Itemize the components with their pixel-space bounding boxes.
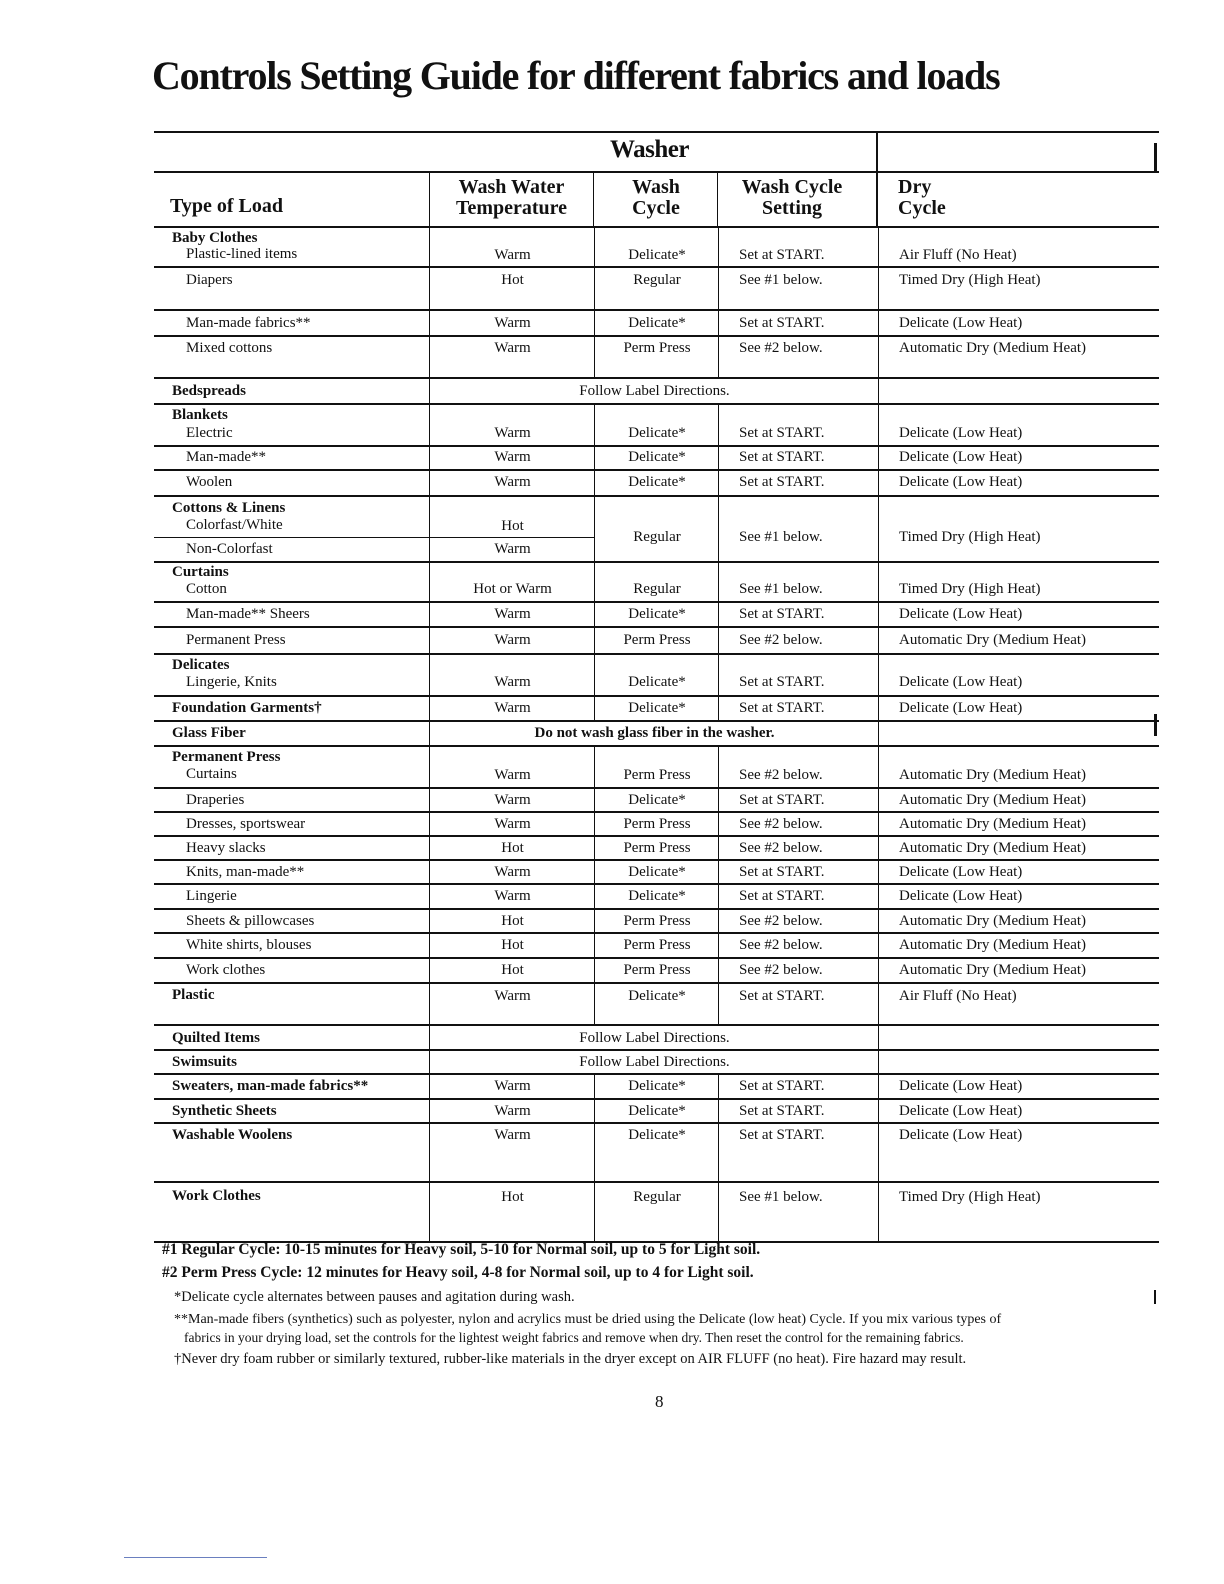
item-label: Permanent Press: [186, 632, 286, 648]
table-row: [154, 337, 1159, 379]
temp-value: Hot: [501, 840, 524, 856]
footnote-regular-cycle: #1 Regular Cycle: 10-15 minutes for Heavy soil, 5-10 for Normal soil, up to 5 for Light soil.: [162, 1241, 761, 1258]
cycle-value: Regular: [633, 1189, 681, 1205]
dry-value: Automatic Dry (Medium Heat): [899, 767, 1087, 783]
footnote-manmade-line2: fabrics in your drying load, set the controls for the lightest weight fabrics and remove when dry. Then reset the control for the remaining fabrics.: [184, 1330, 964, 1345]
scan-edge-mark: [1154, 714, 1157, 736]
setting-value: See #2 below.: [739, 840, 823, 856]
item-label: Plastic-lined items: [186, 246, 298, 262]
setting-value: See #2 below.: [739, 816, 823, 832]
header-line: Wash Water: [458, 176, 565, 198]
setting-value: Set at START.: [739, 864, 825, 880]
category-label: Washable Woolens: [172, 1127, 293, 1143]
header-wash-water-temperature: [429, 177, 594, 219]
dry-value: Automatic Dry (Medium Heat): [899, 937, 1087, 953]
cycle-value: Perm Press: [623, 913, 691, 929]
category-label: Quilted Items: [172, 1030, 260, 1046]
cycle-value: Delicate*: [628, 425, 686, 441]
cycle-value: Delicate*: [628, 988, 686, 1004]
dry-value: Automatic Dry (Medium Heat): [899, 792, 1087, 808]
bottom-rule: [124, 1557, 267, 1558]
temp-value: Warm: [494, 632, 531, 648]
header-dry-cycle: [898, 177, 946, 219]
category-label: Baby Clothes: [172, 230, 258, 246]
category-label: Sweaters, man-made fabrics**: [172, 1078, 369, 1094]
dry-value: Automatic Dry (Medium Heat): [899, 913, 1087, 929]
table-row: [154, 910, 1159, 934]
table-row: [154, 628, 1159, 655]
table-row: [154, 1026, 1159, 1051]
table-row: [154, 447, 1159, 471]
category-label: Glass Fiber: [172, 725, 246, 741]
table-row: [154, 885, 1159, 910]
header-type-of-load: Type of Load: [170, 195, 283, 217]
temp-value: Warm: [494, 247, 531, 263]
dry-value: Delicate (Low Heat): [899, 315, 1023, 331]
setting-value: Set at START.: [739, 606, 825, 622]
dry-value: Timed Dry (High Heat): [899, 581, 1041, 597]
setting-value: Set at START.: [739, 315, 825, 331]
scan-edge-mark: [1154, 143, 1157, 173]
table-row: [154, 697, 1159, 722]
dry-value: Automatic Dry (Medium Heat): [899, 962, 1087, 978]
table-row: [154, 1075, 1159, 1100]
setting-value: Set at START.: [739, 674, 825, 690]
table-row: [154, 984, 1159, 1026]
item-label: Work clothes: [186, 962, 266, 978]
footnote-foam-rubber: †Never dry foam rubber or similarly textured, rubber-like materials in the dryer except on AIR FLUFF (no heat). Fire hazard may result.: [174, 1351, 967, 1367]
span-note: Follow Label Directions.: [429, 1051, 879, 1073]
dry-value: Delicate (Low Heat): [899, 1127, 1023, 1143]
header-line: Wash Cycle: [741, 176, 843, 198]
table-row: [154, 934, 1159, 959]
setting-value: See #1 below.: [739, 272, 823, 288]
dry-value: Delicate (Low Heat): [899, 674, 1023, 690]
table-row: [154, 497, 1159, 563]
temp-value: Warm: [494, 700, 531, 716]
category-label: Foundation Garments†: [172, 700, 322, 716]
table-row: [154, 405, 1159, 447]
dry-value: Automatic Dry (Medium Heat): [899, 632, 1087, 648]
setting-value: See #2 below.: [739, 632, 823, 648]
item-label: Man-made**: [186, 449, 266, 465]
settings-table: [154, 131, 1159, 1243]
column-header-row: [154, 173, 1159, 228]
setting-value: See #1 below.: [739, 529, 823, 545]
table-row: [154, 228, 1159, 268]
temp-value: Warm: [494, 1078, 531, 1094]
header-line: Setting: [762, 197, 822, 219]
table-row: [154, 813, 1159, 837]
temp-value: Warm: [494, 674, 531, 690]
table-row: [154, 603, 1159, 628]
table-row: [154, 471, 1159, 497]
table-row: [154, 789, 1159, 813]
cycle-value: Delicate*: [628, 864, 686, 880]
category-label: Bedspreads: [172, 383, 246, 399]
item-label: Lingerie: [186, 888, 237, 904]
header-line: Dry: [898, 176, 932, 198]
table-row: [154, 1124, 1159, 1183]
temp-value: Warm: [494, 816, 531, 832]
temp-value: Hot: [501, 518, 524, 534]
category-label: Blankets: [172, 407, 228, 423]
dry-value: Automatic Dry (Medium Heat): [899, 816, 1087, 832]
temp-value: Hot: [501, 272, 524, 288]
temp-value: Hot: [501, 913, 524, 929]
category-label: Permanent Press: [172, 749, 281, 765]
cycle-value: Perm Press: [623, 340, 691, 356]
setting-value: Set at START.: [739, 792, 825, 808]
setting-value: Set at START.: [739, 988, 825, 1004]
setting-value: Set at START.: [739, 449, 825, 465]
dry-value: Delicate (Low Heat): [899, 425, 1023, 441]
table-row: [154, 1051, 1159, 1075]
setting-value: See #2 below.: [739, 913, 823, 929]
setting-value: Set at START.: [739, 888, 825, 904]
dry-value: Delicate (Low Heat): [899, 864, 1023, 880]
header-line: Cycle: [632, 197, 680, 219]
table-row: [154, 722, 1159, 747]
group-header-row: [154, 131, 1159, 173]
cycle-value: Perm Press: [623, 632, 691, 648]
cycle-value: Regular: [633, 581, 681, 597]
cycle-value: Delicate*: [628, 606, 686, 622]
setting-value: Set at START.: [739, 474, 825, 490]
page-title: Controls Setting Guide for different fabrics and loads: [152, 53, 1000, 98]
item-label: Lingerie, Knits: [186, 674, 277, 690]
dry-value: Air Fluff (No Heat): [899, 247, 1017, 263]
item-label: Man-made** Sheers: [186, 606, 310, 622]
cycle-value: Delicate*: [628, 474, 686, 490]
span-note: Follow Label Directions.: [429, 1026, 879, 1049]
category-label: Swimsuits: [172, 1054, 238, 1070]
item-label: Man-made fabrics**: [186, 315, 311, 331]
cycle-value: Delicate*: [628, 888, 686, 904]
header-line: Cycle: [898, 197, 946, 219]
temp-value: Warm: [494, 606, 531, 622]
header-wash-cycle: [594, 177, 718, 219]
cycle-value: Delicate*: [628, 700, 686, 716]
item-label: Non-Colorfast: [186, 541, 273, 557]
page-number: 8: [655, 1392, 664, 1411]
setting-value: See #2 below.: [739, 340, 823, 356]
dry-value: Delicate (Low Heat): [899, 606, 1023, 622]
temp-value: Warm: [494, 315, 531, 331]
category-label: Cottons & Linens: [172, 500, 286, 516]
setting-value: Set at START.: [739, 1078, 825, 1094]
washer-group-label: Washer: [610, 136, 689, 163]
temp-value: Warm: [494, 1127, 531, 1143]
temp-value: Warm: [494, 449, 531, 465]
item-label: Draperies: [186, 792, 245, 808]
item-label: Curtains: [186, 766, 237, 782]
scan-edge-mark: [1154, 1290, 1156, 1304]
footnotes: [162, 1238, 1142, 1369]
span-note: Do not wash glass fiber in the washer.: [429, 722, 879, 745]
cycle-value: Delicate*: [628, 674, 686, 690]
temp-value: Warm: [494, 888, 531, 904]
dry-value: Delicate (Low Heat): [899, 888, 1023, 904]
setting-value: See #1 below.: [739, 1189, 823, 1205]
temp-value: Warm: [494, 792, 531, 808]
temp-value: Warm: [494, 541, 531, 557]
setting-value: See #2 below.: [739, 962, 823, 978]
span-note: Follow Label Directions.: [429, 379, 879, 403]
cycle-value: Delicate*: [628, 315, 686, 331]
cycle-value: Delicate*: [628, 792, 686, 808]
category-label: Plastic: [172, 987, 215, 1003]
cycle-value: Delicate*: [628, 1078, 686, 1094]
table-row: [154, 837, 1159, 861]
setting-value: Set at START.: [739, 700, 825, 716]
dry-value: Timed Dry (High Heat): [899, 1189, 1041, 1205]
item-label: Woolen: [186, 474, 233, 490]
temp-value: Warm: [494, 474, 531, 490]
cycle-value: Perm Press: [623, 767, 691, 783]
item-label: Heavy slacks: [186, 840, 266, 856]
category-label: Delicates: [172, 657, 230, 673]
temp-value: Warm: [494, 864, 531, 880]
column-divider: [876, 173, 878, 228]
cycle-value: Perm Press: [623, 962, 691, 978]
header-wash-cycle-setting: [718, 177, 866, 219]
dry-value: Automatic Dry (Medium Heat): [899, 840, 1087, 856]
setting-value: Set at START.: [739, 1127, 825, 1143]
item-label: Colorfast/White: [186, 517, 283, 533]
cycle-value: Delicate*: [628, 1127, 686, 1143]
temp-value: Warm: [494, 1103, 531, 1119]
column-divider: [876, 133, 878, 173]
table-row: [154, 861, 1159, 885]
table-row: [154, 311, 1159, 337]
table-row: [154, 1100, 1159, 1124]
setting-value: See #2 below.: [739, 937, 823, 953]
cycle-value: Perm Press: [623, 937, 691, 953]
header-line: Temperature: [455, 197, 568, 219]
cycle-value: Delicate*: [628, 247, 686, 263]
table-row: [154, 563, 1159, 603]
table-row: [154, 268, 1159, 311]
setting-value: See #1 below.: [739, 581, 823, 597]
temp-value: Warm: [494, 425, 531, 441]
setting-value: Set at START.: [739, 1103, 825, 1119]
temp-value: Warm: [494, 767, 531, 783]
item-label: Sheets & pillowcases: [186, 913, 315, 929]
temp-value: Hot or Warm: [473, 581, 552, 597]
item-label: Diapers: [186, 272, 233, 288]
cycle-value: Perm Press: [623, 840, 691, 856]
category-label: Curtains: [172, 564, 229, 580]
dry-value: Delicate (Low Heat): [899, 474, 1023, 490]
footnote-perm-press-cycle: #2 Perm Press Cycle: 12 minutes for Heavy soil, 4-8 for Normal soil, up to 4 for Light soil.: [162, 1264, 754, 1281]
temp-value: Hot: [501, 962, 524, 978]
dry-value: Automatic Dry (Medium Heat): [899, 340, 1087, 356]
cycle-value: Perm Press: [623, 816, 691, 832]
table-row: [154, 655, 1159, 697]
dry-value: Delicate (Low Heat): [899, 700, 1023, 716]
dry-value: Air Fluff (No Heat): [899, 988, 1017, 1004]
table-row: [154, 1183, 1159, 1243]
table-row: [154, 379, 1159, 405]
item-label: Cotton: [186, 581, 227, 597]
temp-value: Warm: [494, 988, 531, 1004]
dry-value: Timed Dry (High Heat): [899, 272, 1041, 288]
item-label: Dresses, sportswear: [186, 816, 306, 832]
dry-value: Timed Dry (High Heat): [899, 529, 1041, 545]
item-label: Mixed cottons: [186, 340, 273, 356]
setting-value: Set at START.: [739, 247, 825, 263]
cycle-value: Regular: [633, 529, 681, 545]
item-label: Electric: [186, 425, 233, 441]
table-row: [154, 959, 1159, 984]
cycle-value: Regular: [633, 272, 681, 288]
dry-value: Delicate (Low Heat): [899, 1103, 1023, 1119]
category-label: Work Clothes: [172, 1188, 261, 1204]
temp-value: Warm: [494, 340, 531, 356]
footnote-manmade-line1: **Man-made fibers (synthetics) such as polyester, nylon and acrylics must be dried using the Delicate (low heat) Cycle. If you mix various types of: [174, 1312, 1002, 1327]
item-label: White shirts, blouses: [186, 937, 312, 953]
temp-value: Hot: [501, 937, 524, 953]
temp-value: Hot: [501, 1189, 524, 1205]
header-line: Wash: [632, 176, 680, 198]
table-row: [154, 747, 1159, 789]
cycle-value: Delicate*: [628, 449, 686, 465]
setting-value: Set at START.: [739, 425, 825, 441]
footnote-delicate: *Delicate cycle alternates between pauses and agitation during wash.: [174, 1289, 575, 1305]
cycle-value: Delicate*: [628, 1103, 686, 1119]
category-label: Synthetic Sheets: [172, 1103, 277, 1119]
setting-value: See #2 below.: [739, 767, 823, 783]
dry-value: Delicate (Low Heat): [899, 1078, 1023, 1094]
dry-value: Delicate (Low Heat): [899, 449, 1023, 465]
item-label: Knits, man-made**: [186, 864, 305, 880]
